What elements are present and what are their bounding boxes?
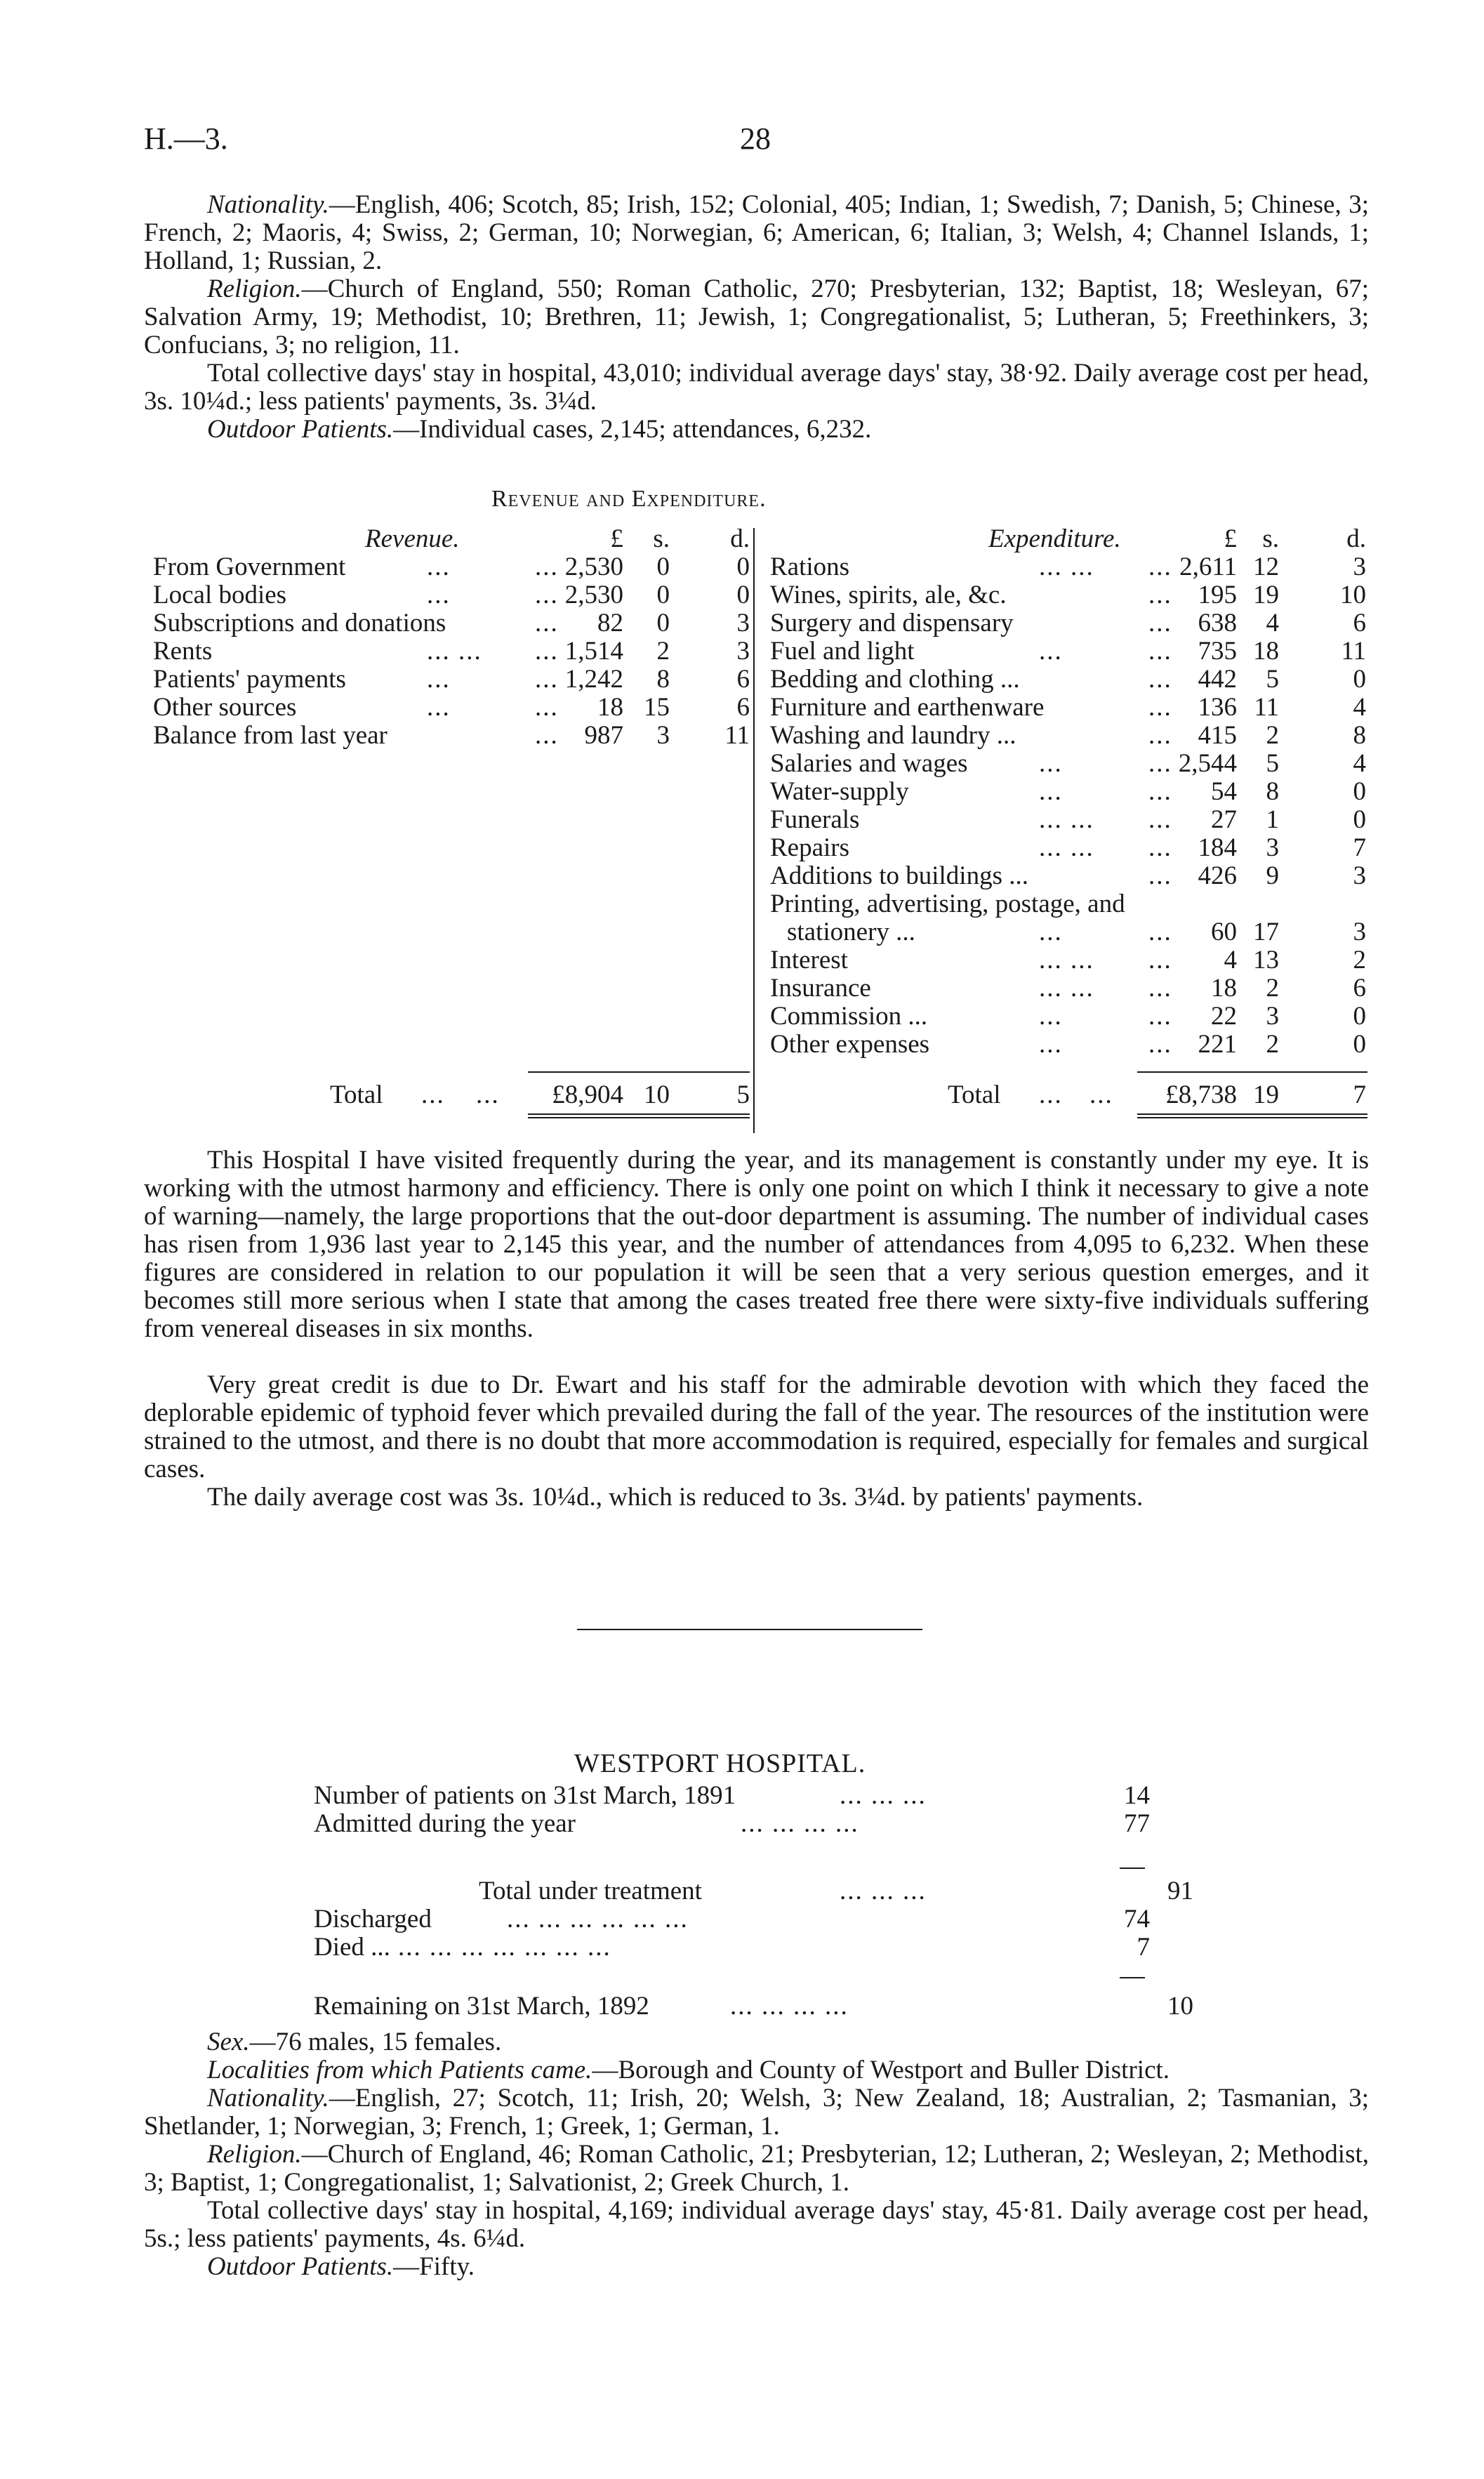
expenditure-row-shillings: 18 xyxy=(1253,637,1279,666)
expenditure-row-shillings: 12 xyxy=(1253,553,1279,581)
revenue-row-pence: 3 xyxy=(736,637,750,666)
expenditure-row-label: Additions to buildings ... xyxy=(770,861,1028,890)
expenditure-row-label: Furniture and earthenware xyxy=(770,693,1045,722)
expenditure-col-d: d. xyxy=(1346,524,1366,553)
expenditure-row-dots2: ... xyxy=(1148,665,1172,694)
religion-label: Religion. xyxy=(207,275,302,303)
expenditure-row-dots: ... ... xyxy=(1039,974,1094,1003)
expenditure-total-dots2: ... xyxy=(1089,1080,1113,1109)
expenditure-row-label: Other expenses xyxy=(770,1030,930,1059)
revenue-row-label: Balance from last year xyxy=(153,721,387,750)
expenditure-row-dots: ... xyxy=(1039,918,1063,946)
expenditure-row-shillings: 1 xyxy=(1266,805,1279,834)
revenue-row-dots: ... xyxy=(427,693,451,722)
revenue-row-pounds: 82 xyxy=(597,609,623,637)
westport-row-label: Remaining on 31st March, 1892 xyxy=(314,1992,649,2021)
expenditure-row-dots: ... xyxy=(1039,1002,1063,1031)
westport-religion-para xyxy=(144,2141,1369,2197)
revenue-row-label: Other sources xyxy=(153,693,297,722)
expenditure-row-dots: ... ... xyxy=(1039,553,1094,581)
expenditure-row-pence: 4 xyxy=(1353,693,1366,722)
revenue-total-rule-bottom2 xyxy=(528,1117,750,1118)
expenditure-row-pounds: 27 xyxy=(1211,805,1237,834)
westport-outdoor-para xyxy=(144,2253,1369,2281)
expenditure-row-dots: ... xyxy=(1039,749,1063,778)
revenue-row-dots2: ... xyxy=(535,637,559,666)
revenue-row-pence: 0 xyxy=(736,581,750,609)
expenditure-row-pence: 8 xyxy=(1353,721,1366,750)
westport-row-label: Discharged xyxy=(314,1905,432,1933)
expenditure-row-pounds: 18 xyxy=(1211,974,1237,1003)
expenditure-row-dots2: ... xyxy=(1148,693,1172,722)
expenditure-row-dots2: ... xyxy=(1148,833,1172,862)
westport-rule-1 xyxy=(1120,1867,1145,1869)
expenditure-total-rule-bottom2 xyxy=(1137,1117,1367,1118)
revenue-row-dots2: ... xyxy=(535,609,559,637)
expenditure-row-pounds: 442 xyxy=(1198,665,1237,694)
expenditure-row-label: Repairs xyxy=(770,833,850,862)
revenue-col-s: s. xyxy=(653,524,670,553)
expenditure-row-pence: 3 xyxy=(1353,918,1366,946)
westport-row-label: Admitted during the year xyxy=(314,1809,576,1838)
revenue-row-label: Subscriptions and donations xyxy=(153,609,446,637)
westport-row-dots: ... ... ... xyxy=(840,1781,927,1810)
expenditure-row-pounds: 415 xyxy=(1198,721,1237,750)
westport-stay-para: Total collective days' stay in hospital, 4,169; individual average days' stay, 45·81. Daily average cost per head, 5s.; less patients' payments, 4s. 6¼d. xyxy=(144,2196,1369,2253)
expenditure-row-dots2: ... xyxy=(1148,777,1172,806)
nationality-para xyxy=(144,191,1369,275)
revenue-total-label: Total xyxy=(330,1080,383,1109)
credit-para: Very great credit is due to Dr. Ewart and his staff for the admirable devotion with which they faced the deplorable epidemic of typhoid fever which prevailed during the fall of the year. The resources of the institution were strained to the utmost, and there is no doubt that more accommodation is required, especially for females and surgical cases. xyxy=(144,1370,1369,1483)
table-title: Revenue and Expenditure. xyxy=(491,486,767,512)
expenditure-row-shillings: 13 xyxy=(1253,946,1279,974)
expenditure-row-label: stationery ... xyxy=(787,918,915,946)
revenue-row-dots2: ... xyxy=(535,665,559,694)
expenditure-row-pounds: 426 xyxy=(1198,861,1237,890)
westport-row-total: 91 xyxy=(1167,1877,1193,1905)
revenue-heading: Revenue. xyxy=(365,524,460,553)
expenditure-total-label: Total xyxy=(948,1080,1001,1109)
revenue-row-shillings: 8 xyxy=(656,665,670,694)
expenditure-row-label: Printing, advertising, postage, and xyxy=(770,890,1125,918)
revenue-row-shillings: 3 xyxy=(656,721,670,750)
revenue-row-pence: 3 xyxy=(736,609,750,637)
expenditure-row-shillings: 8 xyxy=(1266,777,1279,806)
table-divider xyxy=(753,528,755,1133)
westport-outdoor-text: —Fifty. xyxy=(393,2252,475,2281)
revenue-row-shillings: 15 xyxy=(644,693,670,722)
expenditure-row-pence: 3 xyxy=(1353,553,1366,581)
revenue-row-dots: ... xyxy=(427,665,451,694)
revenue-row-dots2: ... xyxy=(535,721,559,750)
expenditure-total-shillings: 19 xyxy=(1253,1080,1279,1109)
westport-row-label: Total under treatment xyxy=(479,1877,702,1905)
expenditure-row-dots2: ... xyxy=(1148,609,1172,637)
westport-localities-label: Localities from which Patients came. xyxy=(207,2056,592,2084)
expenditure-row-dots: ... xyxy=(1039,777,1063,806)
expenditure-row-dots2: ... xyxy=(1148,946,1172,974)
revenue-row-label: Patients' payments xyxy=(153,665,346,694)
expenditure-row-dots2: ... xyxy=(1148,749,1172,778)
westport-row-total: 10 xyxy=(1167,1992,1193,2021)
expenditure-row-dots: ... ... xyxy=(1039,805,1094,834)
westport-religion-text: —Church of England, 46; Roman Catholic, 21; Presbyterian, 12; Lutheran, 2; Wesleyan, 2; Methodist, 3; Baptist, 1; Congregationalist, 1; Salvationist, 2; Greek Church, 1. xyxy=(144,2140,1369,2197)
westport-religion-label: Religion. xyxy=(207,2140,302,2169)
revenue-row-pence: 0 xyxy=(736,553,750,581)
expenditure-row-shillings: 17 xyxy=(1253,918,1279,946)
expenditure-row-dots2: ... xyxy=(1148,805,1172,834)
revenue-row-shillings: 2 xyxy=(656,637,670,666)
expenditure-row-pence: 4 xyxy=(1353,749,1366,778)
revenue-row-pounds: 2,530 xyxy=(564,553,623,581)
expenditure-row-pence: 6 xyxy=(1353,609,1366,637)
revenue-row-dots2: ... xyxy=(535,693,559,722)
expenditure-row-dots: ... ... xyxy=(1039,833,1094,862)
westport-row-dots: ... ... ... ... xyxy=(741,1809,859,1838)
westport-row-dots: ... ... ... ... ... ... xyxy=(507,1905,689,1933)
revenue-row-dots: ... xyxy=(427,581,451,609)
westport-nationality-text: —English, 27; Scotch, 11; Irish, 20; Welsh, 3; New Zealand, 18; Australian, 2; Tasmanian, 3; Shetlander, 1; Norwegian, 3; French, 1; Greek, 1; German, 1. xyxy=(144,2084,1369,2141)
expenditure-row-pence: 6 xyxy=(1353,974,1366,1003)
expenditure-row-pence: 10 xyxy=(1340,581,1366,609)
section-divider xyxy=(577,1629,922,1630)
westport-row-value: 74 xyxy=(1124,1905,1150,1933)
revenue-row-pence: 11 xyxy=(724,721,750,750)
expenditure-row-pounds: 4 xyxy=(1224,946,1237,974)
outdoor-text: —Individual cases, 2,145; attendances, 6,232. xyxy=(393,415,872,444)
westport-nationality-para xyxy=(144,2084,1369,2141)
revenue-total-pence: 5 xyxy=(736,1080,750,1109)
expenditure-row-label: Surgery and dispensary xyxy=(770,609,1014,637)
outdoor-para xyxy=(144,416,1369,444)
westport-title: WESTPORT HOSPITAL. xyxy=(574,1749,866,1778)
westport-sex-label: Sex. xyxy=(207,2028,250,2056)
westport-nationality-label: Nationality. xyxy=(207,2084,329,2113)
revenue-row-label: Rents xyxy=(153,637,213,666)
expenditure-heading: Expenditure. xyxy=(988,524,1121,553)
expenditure-row-pence: 2 xyxy=(1353,946,1366,974)
expenditure-row-pounds: 2,611 xyxy=(1179,553,1237,581)
stay-para: Total collective days' stay in hospital, 43,010; individual average days' stay, 38·92. Daily average cost per head, 3s. 10¼d.; less patients' payments, 3s. 3¼d. xyxy=(144,359,1369,416)
expenditure-row-shillings: 4 xyxy=(1266,609,1279,637)
expenditure-row-label: Commission ... xyxy=(770,1002,928,1031)
expenditure-row-pence: 0 xyxy=(1353,665,1366,694)
revenue-total-dots2: ... xyxy=(476,1080,500,1109)
expenditure-total-rule-bottom xyxy=(1137,1113,1367,1115)
westport-row-value: 77 xyxy=(1124,1809,1150,1838)
expenditure-row-pounds: 22 xyxy=(1211,1002,1237,1031)
expenditure-row-dots: ... ... xyxy=(1039,946,1094,974)
revenue-row-shillings: 0 xyxy=(656,609,670,637)
revenue-row-dots2: ... xyxy=(535,581,559,609)
revenue-row-dots: ... xyxy=(427,553,451,581)
expenditure-row-label: Water-supply xyxy=(770,777,909,806)
expenditure-total-pence: 7 xyxy=(1353,1080,1366,1109)
revenue-total-rule-bottom xyxy=(528,1113,750,1115)
westport-rule-2 xyxy=(1120,1977,1145,1978)
expenditure-row-dots2: ... xyxy=(1148,861,1172,890)
expenditure-row-shillings: 3 xyxy=(1266,833,1279,862)
revenue-total-rule-top xyxy=(528,1071,750,1073)
expenditure-row-shillings: 19 xyxy=(1253,581,1279,609)
revenue-row-shillings: 0 xyxy=(656,581,670,609)
expenditure-row-shillings: 5 xyxy=(1266,665,1279,694)
westport-row-dots: ... ... ... xyxy=(840,1877,927,1905)
revenue-row-shillings: 0 xyxy=(656,553,670,581)
expenditure-col-s: s. xyxy=(1262,524,1279,553)
revenue-row-pounds: 1,242 xyxy=(564,665,623,694)
revenue-row-pounds: 987 xyxy=(584,721,623,750)
revenue-total-dots: ... xyxy=(421,1080,445,1109)
expenditure-row-label: Wines, spirits, ale, &c. xyxy=(770,581,1007,609)
revenue-col-pound: £ xyxy=(610,524,623,553)
expenditure-row-pence: 0 xyxy=(1353,1002,1366,1031)
revenue-row-pence: 6 xyxy=(736,665,750,694)
revenue-total-shillings: 10 xyxy=(644,1080,670,1109)
expenditure-row-pounds: 2,544 xyxy=(1178,749,1237,778)
westport-localities-para xyxy=(144,2056,1369,2084)
revenue-row-pounds: 18 xyxy=(597,693,623,722)
expenditure-row-pounds: 184 xyxy=(1198,833,1237,862)
expenditure-total-rule-top xyxy=(1137,1071,1367,1073)
expenditure-row-pence: 7 xyxy=(1353,833,1366,862)
expenditure-row-shillings: 2 xyxy=(1266,721,1279,750)
expenditure-row-dots2: ... xyxy=(1148,553,1172,581)
expenditure-row-pounds: 735 xyxy=(1198,637,1237,666)
expenditure-row-dots2: ... xyxy=(1148,581,1172,609)
expenditure-row-pounds: 136 xyxy=(1198,693,1237,722)
expenditure-row-label: Washing and laundry ... xyxy=(770,721,1016,750)
westport-row-value: 14 xyxy=(1124,1781,1150,1810)
revenue-row-dots2: ... xyxy=(535,553,559,581)
religion-para xyxy=(144,275,1369,359)
expenditure-row-label: Insurance xyxy=(770,974,871,1003)
expenditure-row-dots2: ... xyxy=(1148,918,1172,946)
expenditure-row-pence: 3 xyxy=(1353,861,1366,890)
westport-outdoor-label: Outdoor Patients. xyxy=(207,2252,394,2281)
westport-row-dots: ... ... ... ... xyxy=(730,1992,849,2021)
visit-para: This Hospital I have visited frequently during the year, and its management is constantly under my eye. It is working with the utmost harmony and efficiency. There is only one point on which I think it necessary to give a note of warning—namely, the large proportions that the out-door department is assuming. The number of individual cases has risen from 1,936 last year to 2,145 this year, and the number of attendances from 4,095 to 6,232. When these figures are considered in relation to our population it will be seen that a very serious question emerges, and it becomes still more serious when I state that among the cases treated free there were sixty-five individuals suffering from venereal diseases in six months. xyxy=(144,1146,1369,1343)
expenditure-row-pounds: 195 xyxy=(1198,581,1237,609)
expenditure-row-label: Interest xyxy=(770,946,848,974)
expenditure-row-dots2: ... xyxy=(1148,974,1172,1003)
expenditure-row-pence: 0 xyxy=(1353,1030,1366,1059)
expenditure-row-dots2: ... xyxy=(1148,1030,1172,1059)
westport-row-value: 7 xyxy=(1137,1933,1150,1962)
expenditure-row-shillings: 5 xyxy=(1266,749,1279,778)
nationality-label: Nationality. xyxy=(207,190,329,219)
westport-row-label: Number of patients on 31st March, 1891 xyxy=(314,1781,736,1810)
expenditure-row-shillings: 2 xyxy=(1266,974,1279,1003)
expenditure-row-shillings: 3 xyxy=(1266,1002,1279,1031)
westport-row-dots: ... ... ... ... ... ... ... xyxy=(398,1933,611,1962)
westport-sex-text: —76 males, 15 females. xyxy=(249,2028,502,2056)
expenditure-row-pence: 0 xyxy=(1353,777,1366,806)
expenditure-row-shillings: 11 xyxy=(1254,693,1279,722)
revenue-row-dots: ... ... xyxy=(427,637,482,666)
expenditure-row-label: Fuel and light xyxy=(770,637,915,666)
expenditure-row-shillings: 2 xyxy=(1266,1030,1279,1059)
religion-text: —Church of England, 550; Roman Catholic, 270; Presbyterian, 132; Baptist, 18; Wesleyan, 67; Salvation Army, 19; Methodist, 10; Brethren, 11; Jewish, 1; Congregationalist, 5; Lutheran, 5; Freethinkers, 3; Confucians, 3; no religion, 11. xyxy=(144,275,1369,359)
revenue-row-pence: 6 xyxy=(736,693,750,722)
expenditure-row-dots: ... xyxy=(1039,1030,1063,1059)
expenditure-row-pence: 0 xyxy=(1353,805,1366,834)
revenue-row-label: Local bodies xyxy=(153,581,287,609)
expenditure-row-label: Rations xyxy=(770,553,850,581)
expenditure-row-shillings: 9 xyxy=(1266,861,1279,890)
expenditure-col-pound: £ xyxy=(1224,524,1237,553)
expenditure-total-dots: ... xyxy=(1039,1080,1063,1109)
revenue-total-pounds: £8,904 xyxy=(552,1080,623,1109)
revenue-row-pounds: 1,514 xyxy=(564,637,623,666)
revenue-row-pounds: 2,530 xyxy=(564,581,623,609)
nationality-text: —English, 406; Scotch, 85; Irish, 152; Colonial, 405; Indian, 1; Swedish, 7; Danish, 5; Chinese, 3; French, 2; Maoris, 4; Swiss, 2; German, 10; Norwegian, 6; American, 6; Italian, 3; Welsh, 4; Channel Islands, 1; Holland, 1; Russian, 2. xyxy=(144,190,1369,275)
expenditure-total-pounds: £8,738 xyxy=(1165,1080,1237,1109)
page-ref: H.—3. xyxy=(144,121,228,156)
expenditure-row-dots2: ... xyxy=(1148,637,1172,666)
revenue-col-d: d. xyxy=(730,524,750,553)
expenditure-row-label: Salaries and wages xyxy=(770,749,968,778)
page-number: 28 xyxy=(740,121,771,156)
outdoor-label: Outdoor Patients. xyxy=(207,415,394,444)
expenditure-row-pounds: 54 xyxy=(1211,777,1237,806)
westport-localities-text: —Borough and County of Westport and Buller District. xyxy=(592,2056,1170,2084)
expenditure-row-pounds: 60 xyxy=(1211,918,1237,946)
expenditure-row-dots: ... xyxy=(1039,637,1063,666)
expenditure-row-pounds: 221 xyxy=(1198,1030,1237,1059)
westport-sex-para xyxy=(144,2028,1369,2056)
cost-para: The daily average cost was 3s. 10¼d., which is reduced to 3s. 3¼d. by patients' payments. xyxy=(207,1483,1144,1512)
expenditure-row-label: Bedding and clothing ... xyxy=(770,665,1020,694)
expenditure-row-pounds: 638 xyxy=(1198,609,1237,637)
revenue-row-label: From Government xyxy=(153,553,346,581)
expenditure-row-pence: 11 xyxy=(1341,637,1366,666)
westport-row-label: Died ... xyxy=(314,1933,390,1962)
expenditure-row-dots2: ... xyxy=(1148,1002,1172,1031)
expenditure-row-label: Funerals xyxy=(770,805,860,834)
expenditure-row-dots2: ... xyxy=(1148,721,1172,750)
